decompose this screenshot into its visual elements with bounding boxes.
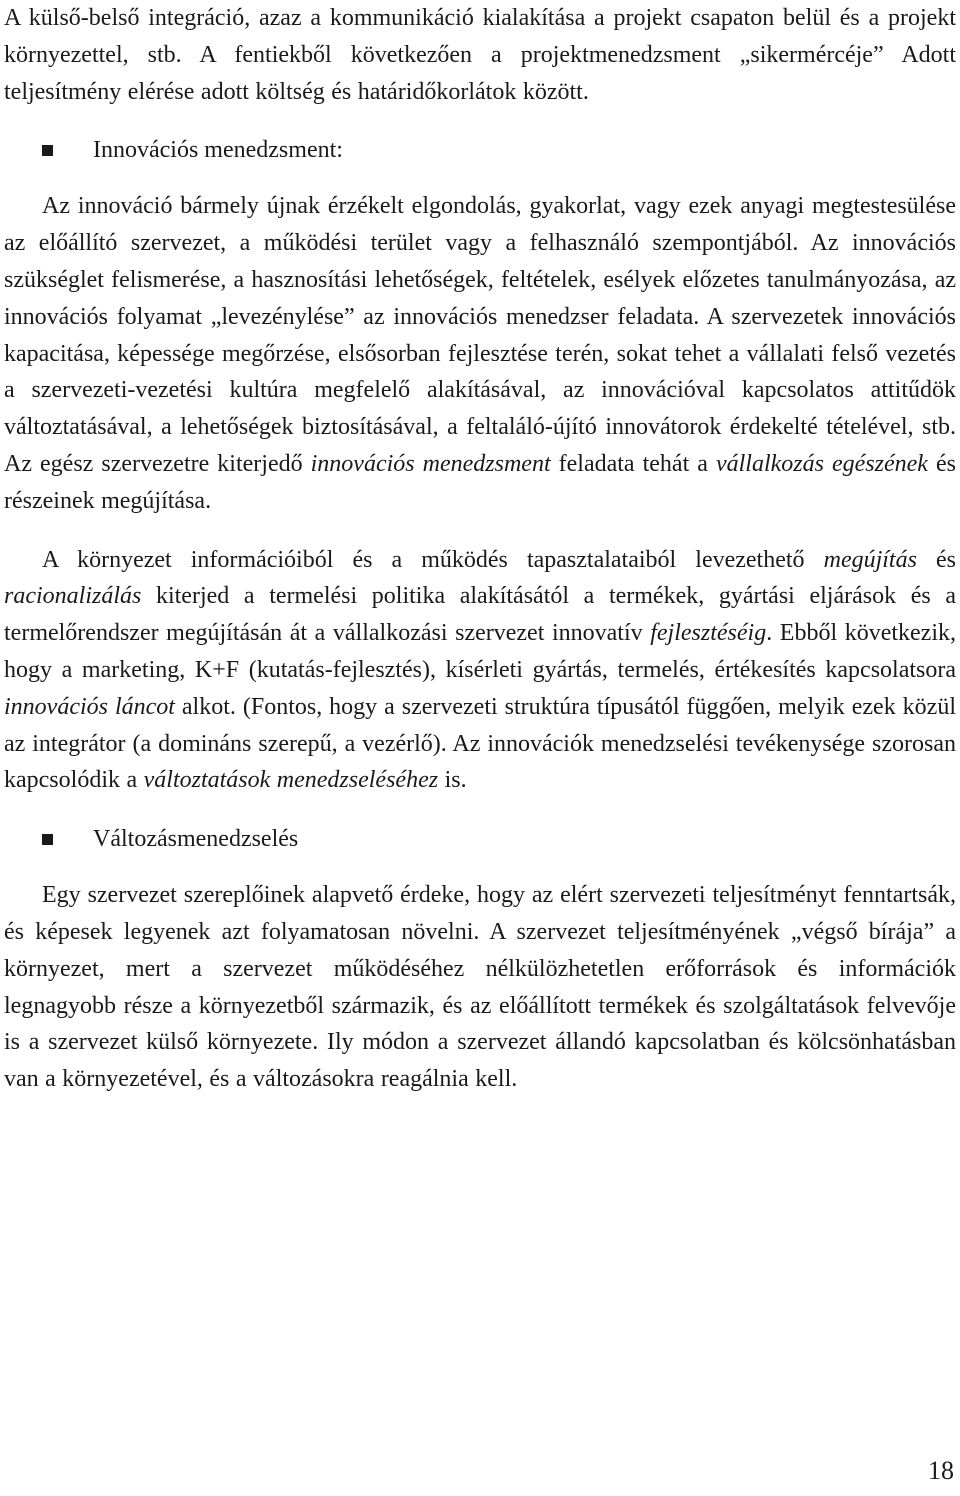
paragraph-change-management: Egy szervezet szereplőinek alapvető érdeke, hogy az elért szervezeti teljesítményt fenntartsák, és képesek legyenek azt folyamatosan növelni. A szervezet teljesítményének „végső bírája” a környezet, mert a szervezet működéséhez nélkülözhetetlen erőforrások és információk legnagyobb része a környezetből származik, és az előállított termékek és szolgáltatások felvevője is a szervezet külső környezete. Ily módon a szervezet állandó kapcsolatban és kölcsönhatásban van a környezetével, és a változásokra reagálnia kell. <box>4 882 956 1093</box>
square-bullet-icon <box>42 145 53 156</box>
text-run: . Ebből következik, hogy a marketing, K+F (kutatás-fejlesztés), kísérleti gyártás, termelés, értékesítés kapcsolatsora <box>4 620 956 683</box>
emphasis-rationalization: racionalizálás <box>4 583 142 610</box>
text-run: alkot. (Fontos, hogy a szervezeti struktúra típusától függően, melyik ezek közül az integrátor (a domináns szerepű, a vezérlő). Az innovációk menedzselési tevékenysége szorosan kapcsolódik a <box>4 693 956 794</box>
text-run: feladata tehát a <box>550 450 716 477</box>
heading-innovation-management: Innovációs menedzsment: <box>93 137 343 164</box>
paragraph-project-management: A külső-belső integráció, azaz a kommunikáció kialakítása a projekt csapaton belül és a projekt környezettel, stb. A fentiekből következően a projektmenedzsment „sikermércéje” Adott teljesítmény elérése adott költség és határidőkorlátok között. <box>4 5 956 105</box>
bullet-heading-change <box>4 821 956 857</box>
text-run: és <box>916 546 956 573</box>
square-bullet-icon <box>42 834 53 845</box>
text-run: kiterjed a termelési politika alakításától a termékek, gyártási eljárások és a termelőrendszer megújításán át a vállalkozási szervezet innovatív <box>4 583 956 647</box>
emphasis-enterprise-whole: vállalkozás egészének <box>715 450 928 477</box>
page-number: 18 <box>928 1456 954 1485</box>
text-run: Az innováció bármely újnak érzékelt elgondolás, gyakorlat, vagy ezek anyagi megtestesülése az előállító szervezet, a működési terület vagy a felhasználó szempontjából. Az innovációs szükséglet felismerése, a hasznosítási lehetőségek, feltételek, esélyek előzetes tanulmányozása, az innovációs folyamat „levezénylése” az innovációs menedzser feladata. A szervezetek innovációs kapacitása, képessége megőrzése, elsősorban fejlesztése terén, sokat tehet a vállalati felső vezetés a szervezeti-vezetési kultúra megfelelő alakításával, az innovációval kapcsolatos attitűdök változtatásával, a lehetőségek biztosításával, a feltaláló-újító innovátorok érdekelté tételével, stb. Az egész szervezetre kiterjedő <box>4 193 956 477</box>
paragraph-gap <box>4 520 956 542</box>
emphasis-innovation-chain: innovációs láncot <box>4 693 175 720</box>
bullet-heading-innovation <box>4 132 956 168</box>
text-run: is. <box>438 767 467 794</box>
emphasis-innovation-management: innovációs menedzsment <box>310 450 551 477</box>
heading-change-management: Változásmenedzselés <box>93 826 299 853</box>
text-run: A környezet információiból és a működés tapasztalataiból levezethető <box>42 546 824 573</box>
paragraph-innovation-management <box>4 188 956 519</box>
text-run: és részeinek megújítása. <box>4 450 956 514</box>
emphasis-change-management: változtatások menedzseléséhez <box>143 767 439 794</box>
paragraph-renewal <box>4 542 956 800</box>
emphasis-renewal: megújítás <box>823 546 917 573</box>
emphasis-development: fejlesztéséig <box>650 620 767 647</box>
